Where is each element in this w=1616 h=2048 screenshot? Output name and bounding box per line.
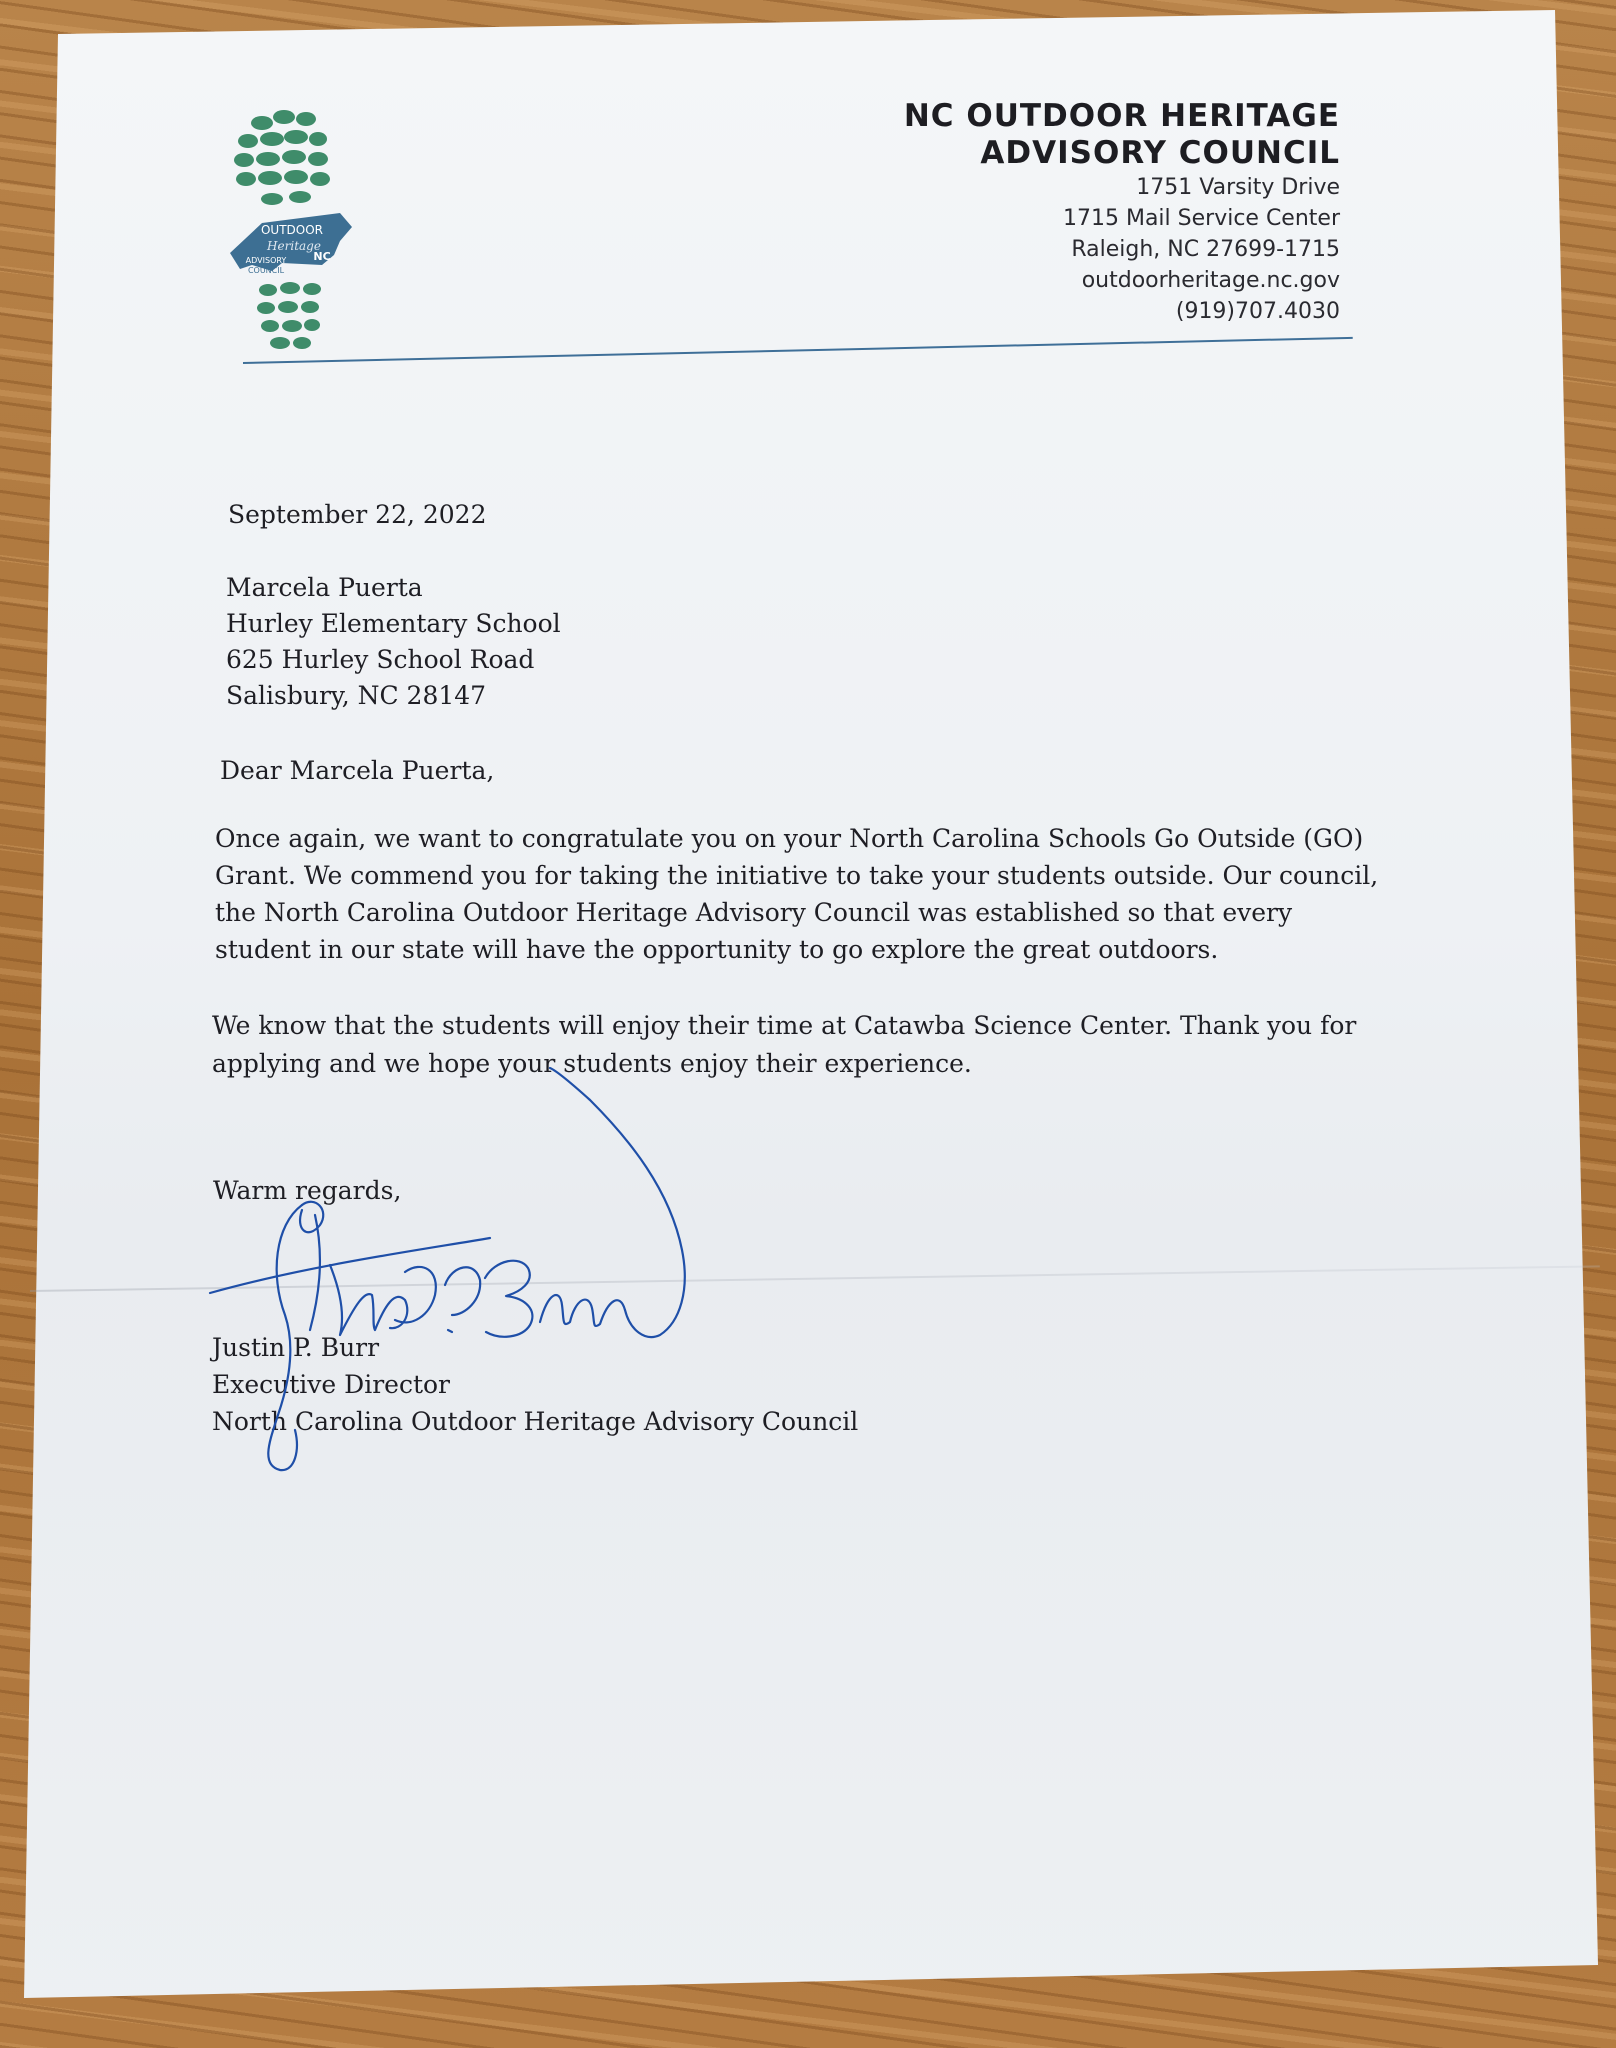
council-logo bbox=[222, 105, 402, 355]
logo-text-heritage: Heritage bbox=[267, 239, 321, 253]
website: outdoorheritage.nc.gov bbox=[1081, 268, 1340, 293]
signer-title: Executive Director bbox=[212, 1370, 450, 1399]
letter-date: September 22, 2022 bbox=[228, 500, 487, 529]
org-name-line1: NC OUTDOOR HERITAGE bbox=[903, 98, 1340, 134]
paragraph-2-line: We know that the students will enjoy their time at Catawba Science Center. Thank you for bbox=[212, 1011, 1357, 1040]
closing: Warm regards, bbox=[213, 1176, 402, 1205]
paragraph-1-line: student in our state will have the opportunity to go explore the great outdoors. bbox=[215, 935, 1219, 964]
paragraph-1-line: Once again, we want to congratulate you on your North Carolina Schools Go Outside (GO) bbox=[215, 824, 1364, 853]
handwritten-signature bbox=[190, 1060, 830, 1490]
logo-text-advisory: ADVISORY bbox=[245, 256, 287, 265]
paragraph-1-line: Grant. We commend you for taking the initiative to take your students outside. Our council, bbox=[215, 861, 1379, 890]
letterhead bbox=[820, 98, 1340, 327]
logo-text-council: COUNCIL bbox=[247, 266, 285, 275]
paragraph-2-line: applying and we hope your students enjoy their experience. bbox=[212, 1049, 972, 1078]
address-line1: 1751 Varsity Drive bbox=[1136, 175, 1340, 200]
phone: (919)707.4030 bbox=[1175, 299, 1340, 324]
signer-name: Justin P. Burr bbox=[212, 1333, 380, 1362]
paragraph-1 bbox=[215, 820, 1379, 968]
address-line2: 1715 Mail Service Center bbox=[1062, 206, 1340, 231]
recipient-school: Hurley Elementary School bbox=[226, 609, 561, 638]
org-name-line2: ADVISORY COUNCIL bbox=[980, 135, 1340, 171]
salutation: Dear Marcela Puerta, bbox=[220, 756, 495, 785]
recipient-city: Salisbury, NC 28147 bbox=[226, 681, 487, 710]
logo-text-nc: NC bbox=[313, 250, 331, 263]
address-line3: Raleigh, NC 27699-1715 bbox=[1071, 237, 1340, 262]
recipient-name: Marcela Puerta bbox=[226, 573, 423, 602]
logo-text-outdoor: OUTDOOR bbox=[260, 223, 324, 237]
recipient-address bbox=[226, 570, 561, 714]
signer-org: North Carolina Outdoor Heritage Advisory Council bbox=[212, 1407, 859, 1436]
recipient-street: 625 Hurley School Road bbox=[226, 645, 535, 674]
paragraph-1-line: the North Carolina Outdoor Heritage Advisory Council was established so that every bbox=[215, 898, 1293, 927]
